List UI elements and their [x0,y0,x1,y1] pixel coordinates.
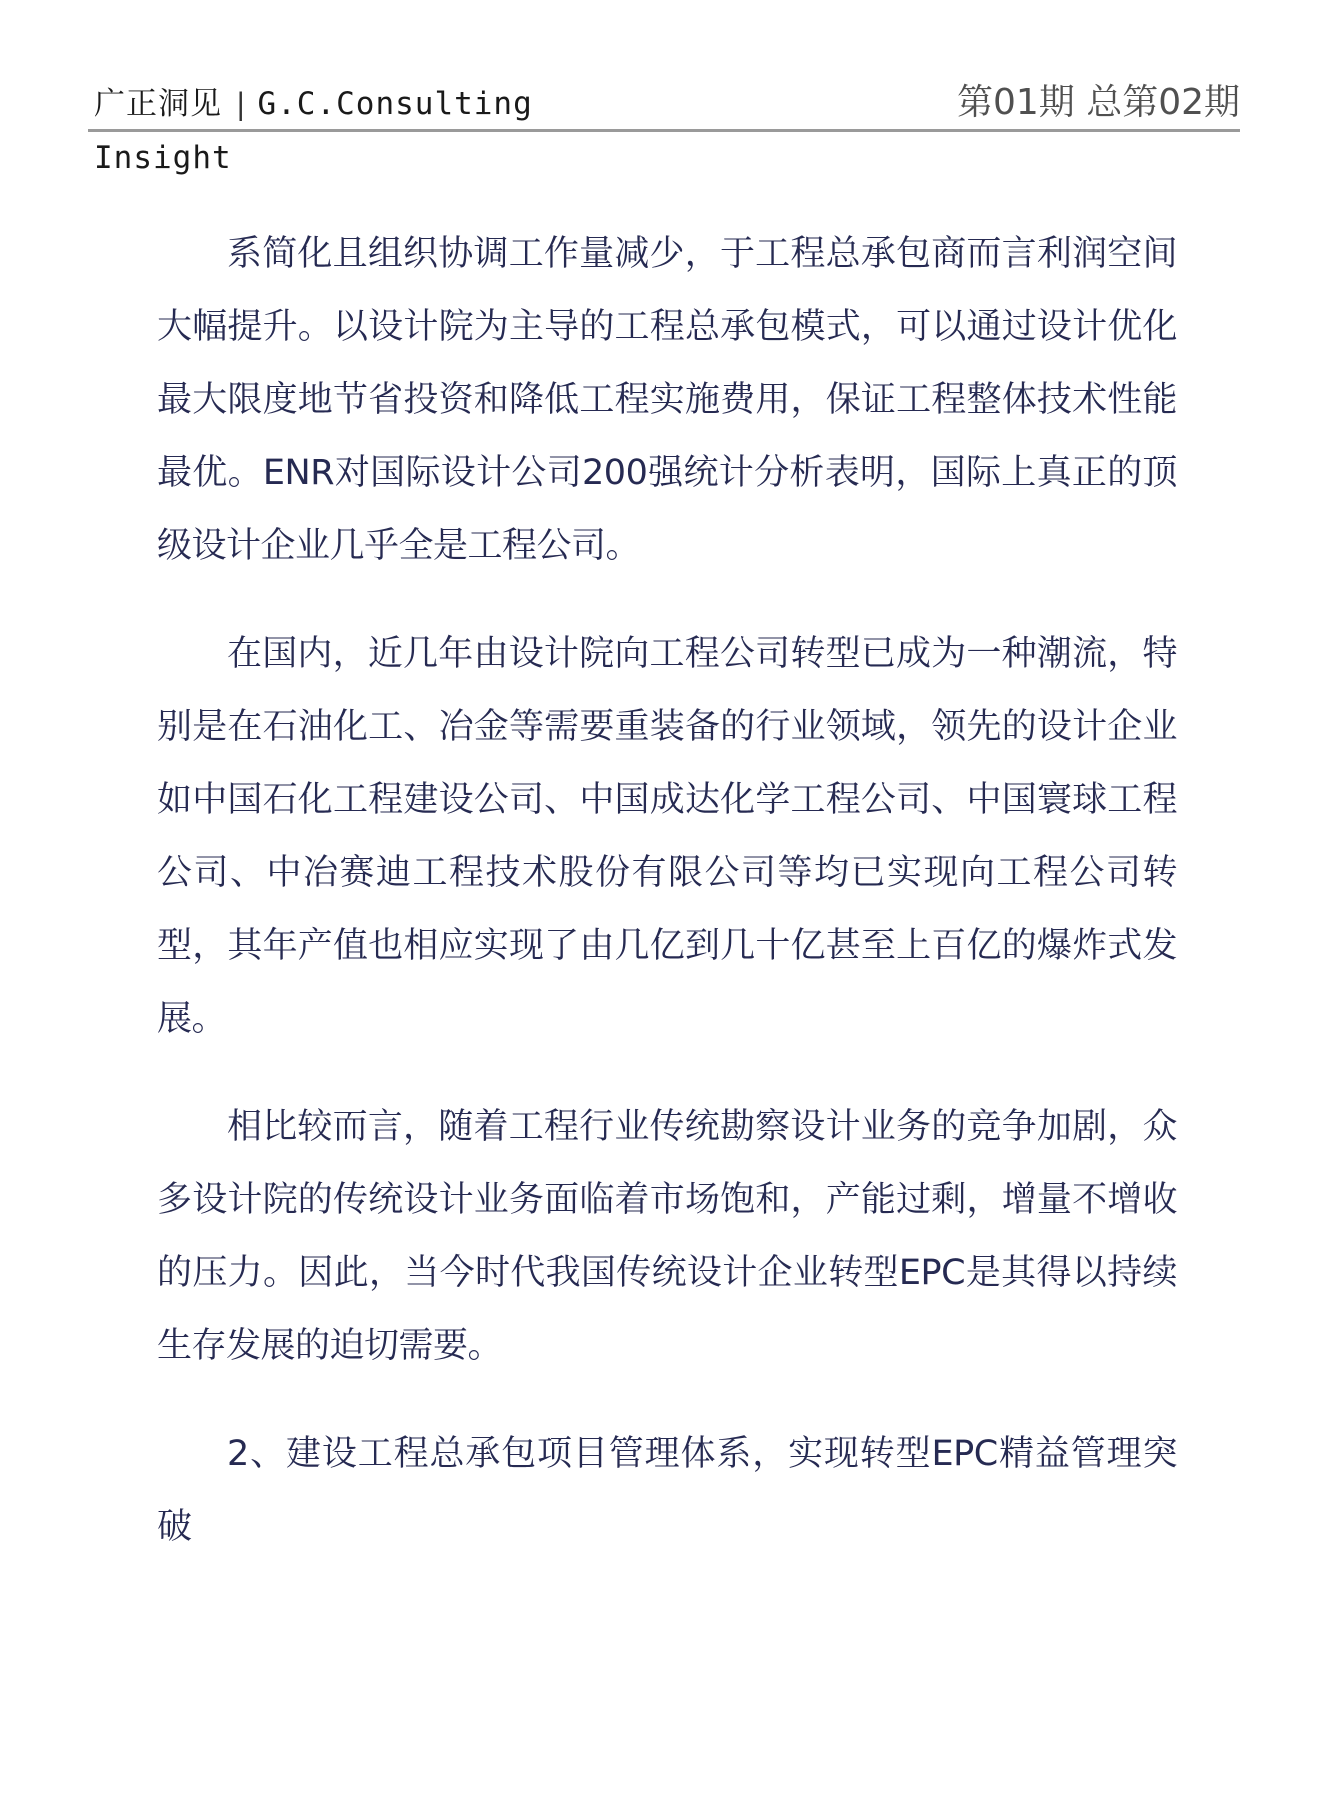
page-header [94,74,1240,124]
publication-brand [94,78,533,123]
paragraph-1: 系简化且组织协调工作量减少，于工程总承包商而言利润空间大幅提升。以设计院为主导的工程总承包模式，可以通过设计优化最大限度地节省投资和降低工程实施费用，保证工程整体技术性能最优。ENR对国际设计公司200强统计分析表明，国际上真正的顶级设计企业几乎全是工程公司。 [157,234,1177,566]
brand-english-name: G.C.Consulting [257,86,533,122]
brand-separator: | [232,87,250,121]
header-divider [88,129,1240,132]
section-heading: 2、建设工程总承包项目管理体系，实现转型EPC精益管理突破 [157,1434,1177,1547]
article-body [157,218,1177,1564]
paragraph-2: 在国内，近几年由设计院向工程公司转型已成为一种潮流，特别是在石油化工、冶金等需要重装备的行业领域，领先的设计企业如中国石化工程建设公司、中国成达化学工程公司、中国寰球工程公司、中冶赛迪工程技术股份有限公司等均已实现向工程公司转型，其年产值也相应实现了由几亿到几十亿甚至上百亿的爆炸式发展。 [157,634,1177,1039]
brand-english-name-continued: Insight [94,140,232,176]
paragraph-3: 相比较而言，随着工程行业传统勘察设计业务的竞争加剧，众多设计院的传统设计业务面临着市场饱和，产能过剩，增量不增收的压力。因此，当今时代我国传统设计企业转型EPC是其得以持续生存发展的迫切需要。 [157,1107,1177,1366]
issue-number: 第01期 总第02期 [956,82,1240,123]
brand-chinese-name: 广正洞见 [94,86,222,122]
